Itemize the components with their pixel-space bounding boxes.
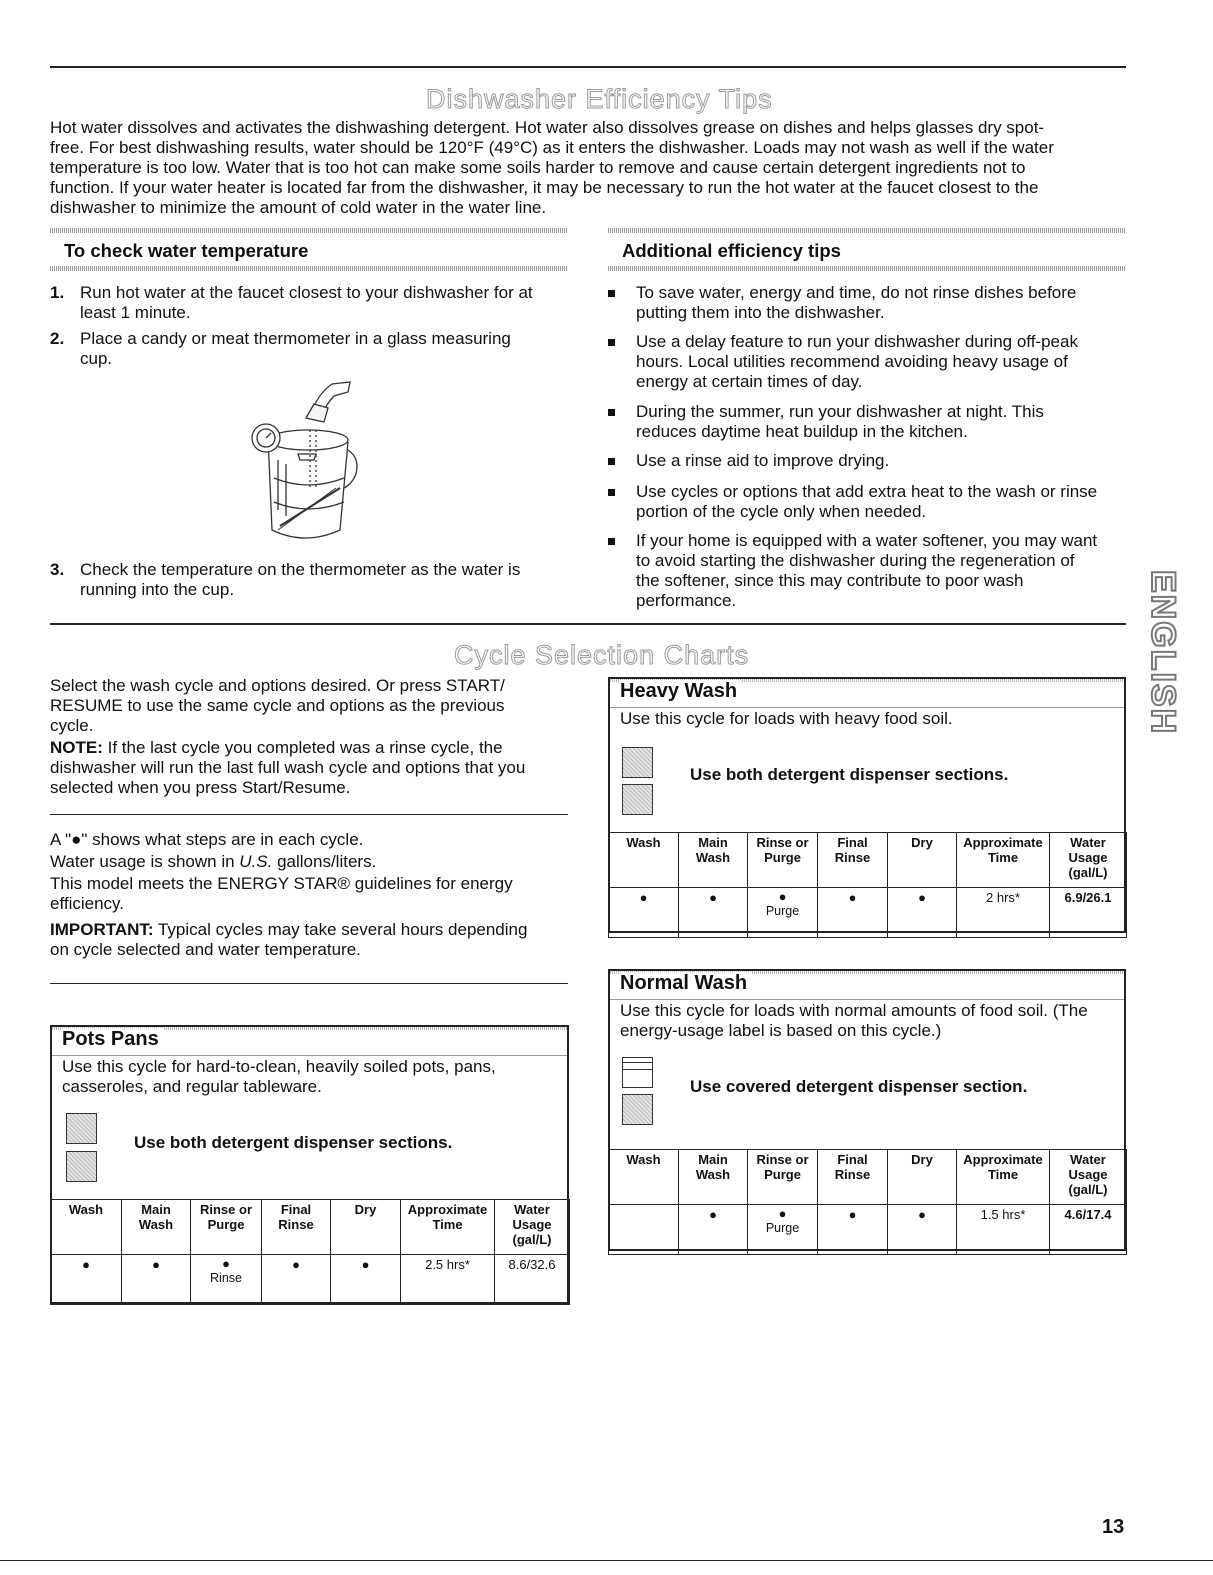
cell: 1.5 hrs* [957,1205,1050,1255]
note-line [50,738,570,758]
cell: ● [122,1255,191,1305]
step-line: running into the cup. [80,580,235,599]
col-header: Rinse or Purge [748,1150,818,1205]
col-header: Main Wash [679,833,748,888]
tip-item [636,451,1131,471]
language-tab [1144,570,1182,766]
cell [609,1205,679,1255]
cell-sub: Purge [765,1221,800,1235]
step-line: Run hot water at the faucet closest to your dishwasher for at [80,283,533,302]
tip-line: hours. Local utilities recommend avoiding heavy usage of [636,352,1068,371]
tip-line: reduces daytime heat buildup in the kitchen. [636,422,968,441]
divider-rule [50,983,568,984]
note-text: If the last cycle you completed was a rinse cycle, the [102,738,503,757]
cell [748,1205,818,1255]
col-header: Rinse or Purge [191,1200,262,1255]
step-line: least 1 minute. [80,303,191,322]
step-number: 3. [50,560,65,579]
step-number: 2. [50,329,65,348]
divider [608,266,1126,271]
table-row [609,888,1127,938]
col-header: Water Usage (gal/L) [1050,833,1127,888]
bottom-rule [0,1560,1213,1561]
cycle-table [50,1199,570,1305]
col-header: Water Usage (gal/L) [1050,1150,1127,1205]
tip-line: If your home is equipped with a water softener, you may want [636,531,1098,550]
col-header: Dry [888,1150,957,1205]
tip-line: Use a delay feature to run your dishwasher during off-peak [636,332,1078,351]
note-text: selected when you press Start/Resume. [50,778,351,797]
cell: ● [609,888,679,938]
thermometer-cup-illustration [250,380,360,550]
step-line: Place a candy or meat thermometer in a glass measuring [80,329,511,348]
box-header [52,1027,567,1056]
bullet [608,538,615,545]
important-text: Typical cycles may take several hours depending [153,920,528,939]
divider [608,228,1126,233]
desc-line: energy-usage label is based on this cycle.) [620,1021,942,1040]
heavy-wash-box [608,677,1126,933]
cycle-table [608,832,1127,938]
dispenser-icon [66,1151,97,1182]
col-header: Main Wash [122,1200,191,1255]
tip-line: During the summer, run your dishwasher at night. This [636,402,1044,421]
cell: 6.9/26.1 [1050,888,1127,938]
box-header [610,679,1124,708]
col-header: Dry [331,1200,401,1255]
dispenser-instruction: Use both detergent dispenser sections. [134,1133,453,1152]
col-header: Final Rinse [818,1150,888,1205]
intro-line: Hot water dissolves and activates the dishwashing detergent. Hot water also dissolves grease on dishes and helps glasses dry spot- [50,118,1045,137]
col-header: Wash [609,1150,679,1205]
cycle-name: Normal Wash [620,972,751,995]
table-row [51,1255,570,1305]
desc-line: Use this cycle for hard-to-clean, heavily soiled pots, pans, [62,1057,496,1076]
cell: 8.6/32.6 [495,1255,570,1305]
bullet [608,409,615,416]
cycle-description [62,1057,559,1097]
col-header: Wash [609,833,679,888]
col-header: Approximate Time [401,1200,495,1255]
cell: ● [888,1205,957,1255]
table-header-row [609,833,1127,888]
cell: 4.6/17.4 [1050,1205,1127,1255]
intro-line: function. If your water heater is located far from the dishwasher, it may be necessary to run the hot water at the faucet closest to the [50,178,1039,197]
dot-legend: A "●" shows what steps are in each cycle. [50,830,364,849]
efficiency-intro [50,118,1130,218]
cell [748,888,818,938]
tip-item [636,482,1131,522]
dot: ● [778,889,787,904]
col-header: Final Rinse [262,1200,331,1255]
cell-sub: Purge [765,904,800,918]
cycles-intro [50,676,570,798]
col-header: Approximate Time [957,1150,1050,1205]
step-line: cup. [80,349,113,368]
bullet [608,339,615,346]
desc-line: Use this cycle for loads with normal amounts of food soil. (The [620,1001,1088,1020]
dispenser-icon [622,747,653,778]
cell [191,1255,262,1305]
intro-line: dishwasher to minimize the amount of cold water in the water line. [50,198,547,217]
col-header: Wash [51,1200,122,1255]
cycle-name: Heavy Wash [620,680,741,703]
usage-units: U.S. [239,852,273,871]
table-row [609,1205,1127,1255]
divider [50,266,568,271]
col-header: Final Rinse [818,833,888,888]
language-tab-label: ENGLISH [1144,570,1182,736]
tip-item [636,332,1131,392]
cycles-notes [50,830,570,960]
col-header: Rinse or Purge [748,833,818,888]
table-header-row [609,1150,1127,1205]
intro-line: Select the wash cycle and options desired. Or press START/ [50,676,505,695]
tip-line: putting them into the dishwasher. [636,303,885,322]
dispenser-icon [622,1057,653,1088]
usage-line [50,852,570,872]
important-line [50,920,570,940]
tip-line: the softener, since this may contribute to poor wash [636,571,1024,590]
tip-line: portion of the cycle only when needed. [636,502,927,521]
tip-line: To save water, energy and time, do not rinse dishes before [636,283,1077,302]
tip-line: performance. [636,591,737,610]
cell: 2 hrs* [957,888,1050,938]
step-line: Check the temperature on the thermometer as the water is [80,560,521,579]
intro-line: free. For best dishwashing results, water should be 120°F (49°C) as it enters the dishwasher. Loads may not wash as well if the water [50,138,1054,157]
note-label: NOTE: [50,738,103,757]
dispenser-instruction: Use both detergent dispenser sections. [690,765,1009,784]
step-number: 1. [50,283,65,302]
step-text [80,329,570,369]
cycle-table [608,1149,1127,1255]
col-header: Main Wash [679,1150,748,1205]
divider-rule [50,814,568,815]
usage-text: gallons/liters. [272,852,377,871]
energy-line: This model meets the ENERGY STAR® guidelines for energy [50,874,513,893]
page-number: 13 [1102,1516,1125,1538]
table-header-row [51,1200,570,1255]
cell: ● [262,1255,331,1305]
col-header: Approximate Time [957,833,1050,888]
dispenser-icon [622,1094,653,1125]
cell: ● [888,888,957,938]
tip-item [636,283,1131,323]
cycles-title: Cycle Selection Charts [454,640,750,670]
tip-line: Use a rinse aid to improve drying. [636,451,890,470]
top-rule [50,66,1126,68]
energy-line: efficiency. [50,894,125,913]
tip-line: to avoid starting the dishwasher during the regeneration of [636,551,1075,570]
tip-line: Use cycles or options that add extra heat to the wash or rinse [636,482,1098,501]
tip-item [636,402,1131,442]
cell: ● [679,1205,748,1255]
step-text [80,560,570,600]
intro-line: cycle. [50,716,94,735]
additional-heading: Additional efficiency tips [622,240,841,261]
dispenser-instruction: Use covered detergent dispenser section. [690,1077,1028,1096]
col-header: Dry [888,833,957,888]
cycle-description [620,1001,1116,1041]
note-text: dishwasher will run the last full wash cycle and options that you [50,758,526,777]
cell: 2.5 hrs* [401,1255,495,1305]
tip-item [636,531,1131,611]
intro-line: temperature is too low. Water that is too hot can make some soils harder to remove and cause certain detergent ingredients not to [50,158,1026,177]
cycle-name: Pots Pans [62,1028,163,1051]
cell: ● [331,1255,401,1305]
pots-pans-box [50,1025,569,1304]
important-text: on cycle selected and water temperature. [50,940,361,959]
divider [50,228,568,233]
check-heading: To check water temperature [64,240,309,261]
dispenser-icon [66,1113,97,1144]
box-header [610,971,1124,1000]
bullet [608,458,615,465]
bullet [608,489,615,496]
cell: ● [818,1205,888,1255]
cell: ● [51,1255,122,1305]
cycle-description: Use this cycle for loads with heavy food soil. [620,709,953,728]
dot: ● [778,1206,787,1221]
dot: ● [222,1256,230,1271]
dispenser-icon [622,784,653,815]
cell-sub: Rinse [210,1271,242,1285]
tip-line: energy at certain times of day. [636,372,863,391]
desc-line: casseroles, and regular tableware. [62,1077,322,1096]
important-label: IMPORTANT: [50,920,154,939]
intro-line: RESUME to use the same cycle and options as the previous [50,696,505,715]
normal-wash-box [608,969,1126,1251]
cell: ● [818,888,888,938]
cell: ● [679,888,748,938]
col-header: Water Usage (gal/L) [495,1200,570,1255]
step-text [80,283,570,323]
usage-text: Water usage is shown in [50,852,240,871]
section-rule [50,623,1126,625]
bullet [608,290,615,297]
efficiency-title: Dishwasher Efficiency Tips [426,84,773,114]
